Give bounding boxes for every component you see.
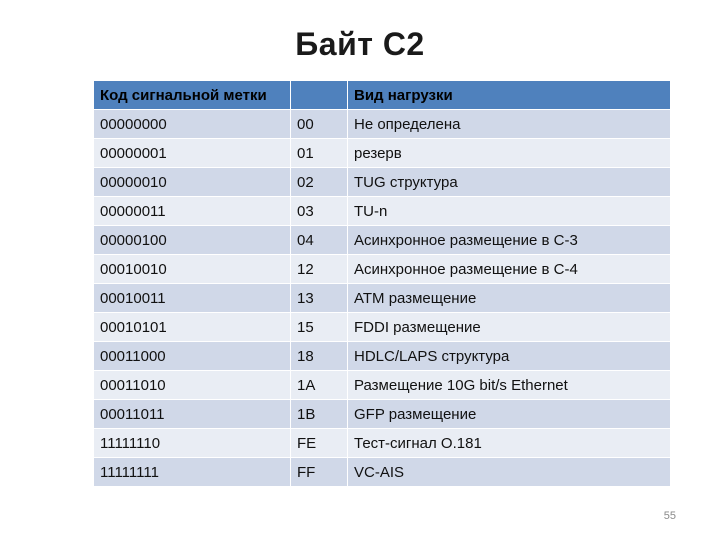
table-row [94, 400, 671, 429]
signal-label-table [93, 80, 671, 487]
table-row [94, 255, 671, 284]
cell-hex-code: 1B [291, 400, 348, 429]
cell-hex-code: 02 [291, 168, 348, 197]
cell-signal-code: 11111110 [94, 429, 291, 458]
cell-payload-type: Тест-сигнал O.181 [348, 429, 671, 458]
table-row [94, 226, 671, 255]
header-signal-code: Код сигнальной метки [94, 81, 291, 110]
cell-signal-code: 11111111 [94, 458, 291, 487]
header-hex-code [291, 81, 348, 110]
table-row [94, 110, 671, 139]
cell-payload-type: ATM размещение [348, 284, 671, 313]
cell-hex-code: 1A [291, 371, 348, 400]
cell-payload-type: Асинхронное размещение в С-4 [348, 255, 671, 284]
cell-signal-code: 00000100 [94, 226, 291, 255]
cell-signal-code: 00010101 [94, 313, 291, 342]
cell-signal-code: 00010010 [94, 255, 291, 284]
cell-payload-type: HDLC/LAPS структура [348, 342, 671, 371]
cell-payload-type: TUG структура [348, 168, 671, 197]
table-row [94, 313, 671, 342]
cell-signal-code: 00000001 [94, 139, 291, 168]
cell-payload-type: Асинхронное размещение в С-3 [348, 226, 671, 255]
cell-signal-code: 00000010 [94, 168, 291, 197]
cell-payload-type: Не определена [348, 110, 671, 139]
cell-hex-code: 12 [291, 255, 348, 284]
cell-hex-code: 03 [291, 197, 348, 226]
cell-signal-code: 00011000 [94, 342, 291, 371]
cell-hex-code: 15 [291, 313, 348, 342]
cell-hex-code: 04 [291, 226, 348, 255]
cell-hex-code: 13 [291, 284, 348, 313]
cell-signal-code: 00011011 [94, 400, 291, 429]
table-header-row [94, 81, 671, 110]
cell-hex-code: FE [291, 429, 348, 458]
cell-payload-type: VC-AIS [348, 458, 671, 487]
cell-signal-code: 00000011 [94, 197, 291, 226]
table-row [94, 168, 671, 197]
table-row [94, 139, 671, 168]
cell-hex-code: 00 [291, 110, 348, 139]
cell-payload-type: Размещение 10G bit/s Ethernet [348, 371, 671, 400]
table-row [94, 458, 671, 487]
page-number: 55 [663, 510, 676, 522]
cell-payload-type: FDDI размещение [348, 313, 671, 342]
cell-hex-code: FF [291, 458, 348, 487]
table-row [94, 197, 671, 226]
table-row [94, 371, 671, 400]
table-row [94, 284, 671, 313]
table-row [94, 429, 671, 458]
slide-title: Байт C2 [295, 26, 425, 62]
cell-payload-type: GFP размещение [348, 400, 671, 429]
header-payload-type: Вид нагрузки [348, 81, 671, 110]
cell-hex-code: 18 [291, 342, 348, 371]
cell-payload-type: резерв [348, 139, 671, 168]
table-body [94, 110, 671, 487]
cell-signal-code: 00011010 [94, 371, 291, 400]
table-row [94, 342, 671, 371]
cell-hex-code: 01 [291, 139, 348, 168]
table-header [94, 81, 671, 110]
cell-payload-type: TU-n [348, 197, 671, 226]
cell-signal-code: 00000000 [94, 110, 291, 139]
cell-signal-code: 00010011 [94, 284, 291, 313]
